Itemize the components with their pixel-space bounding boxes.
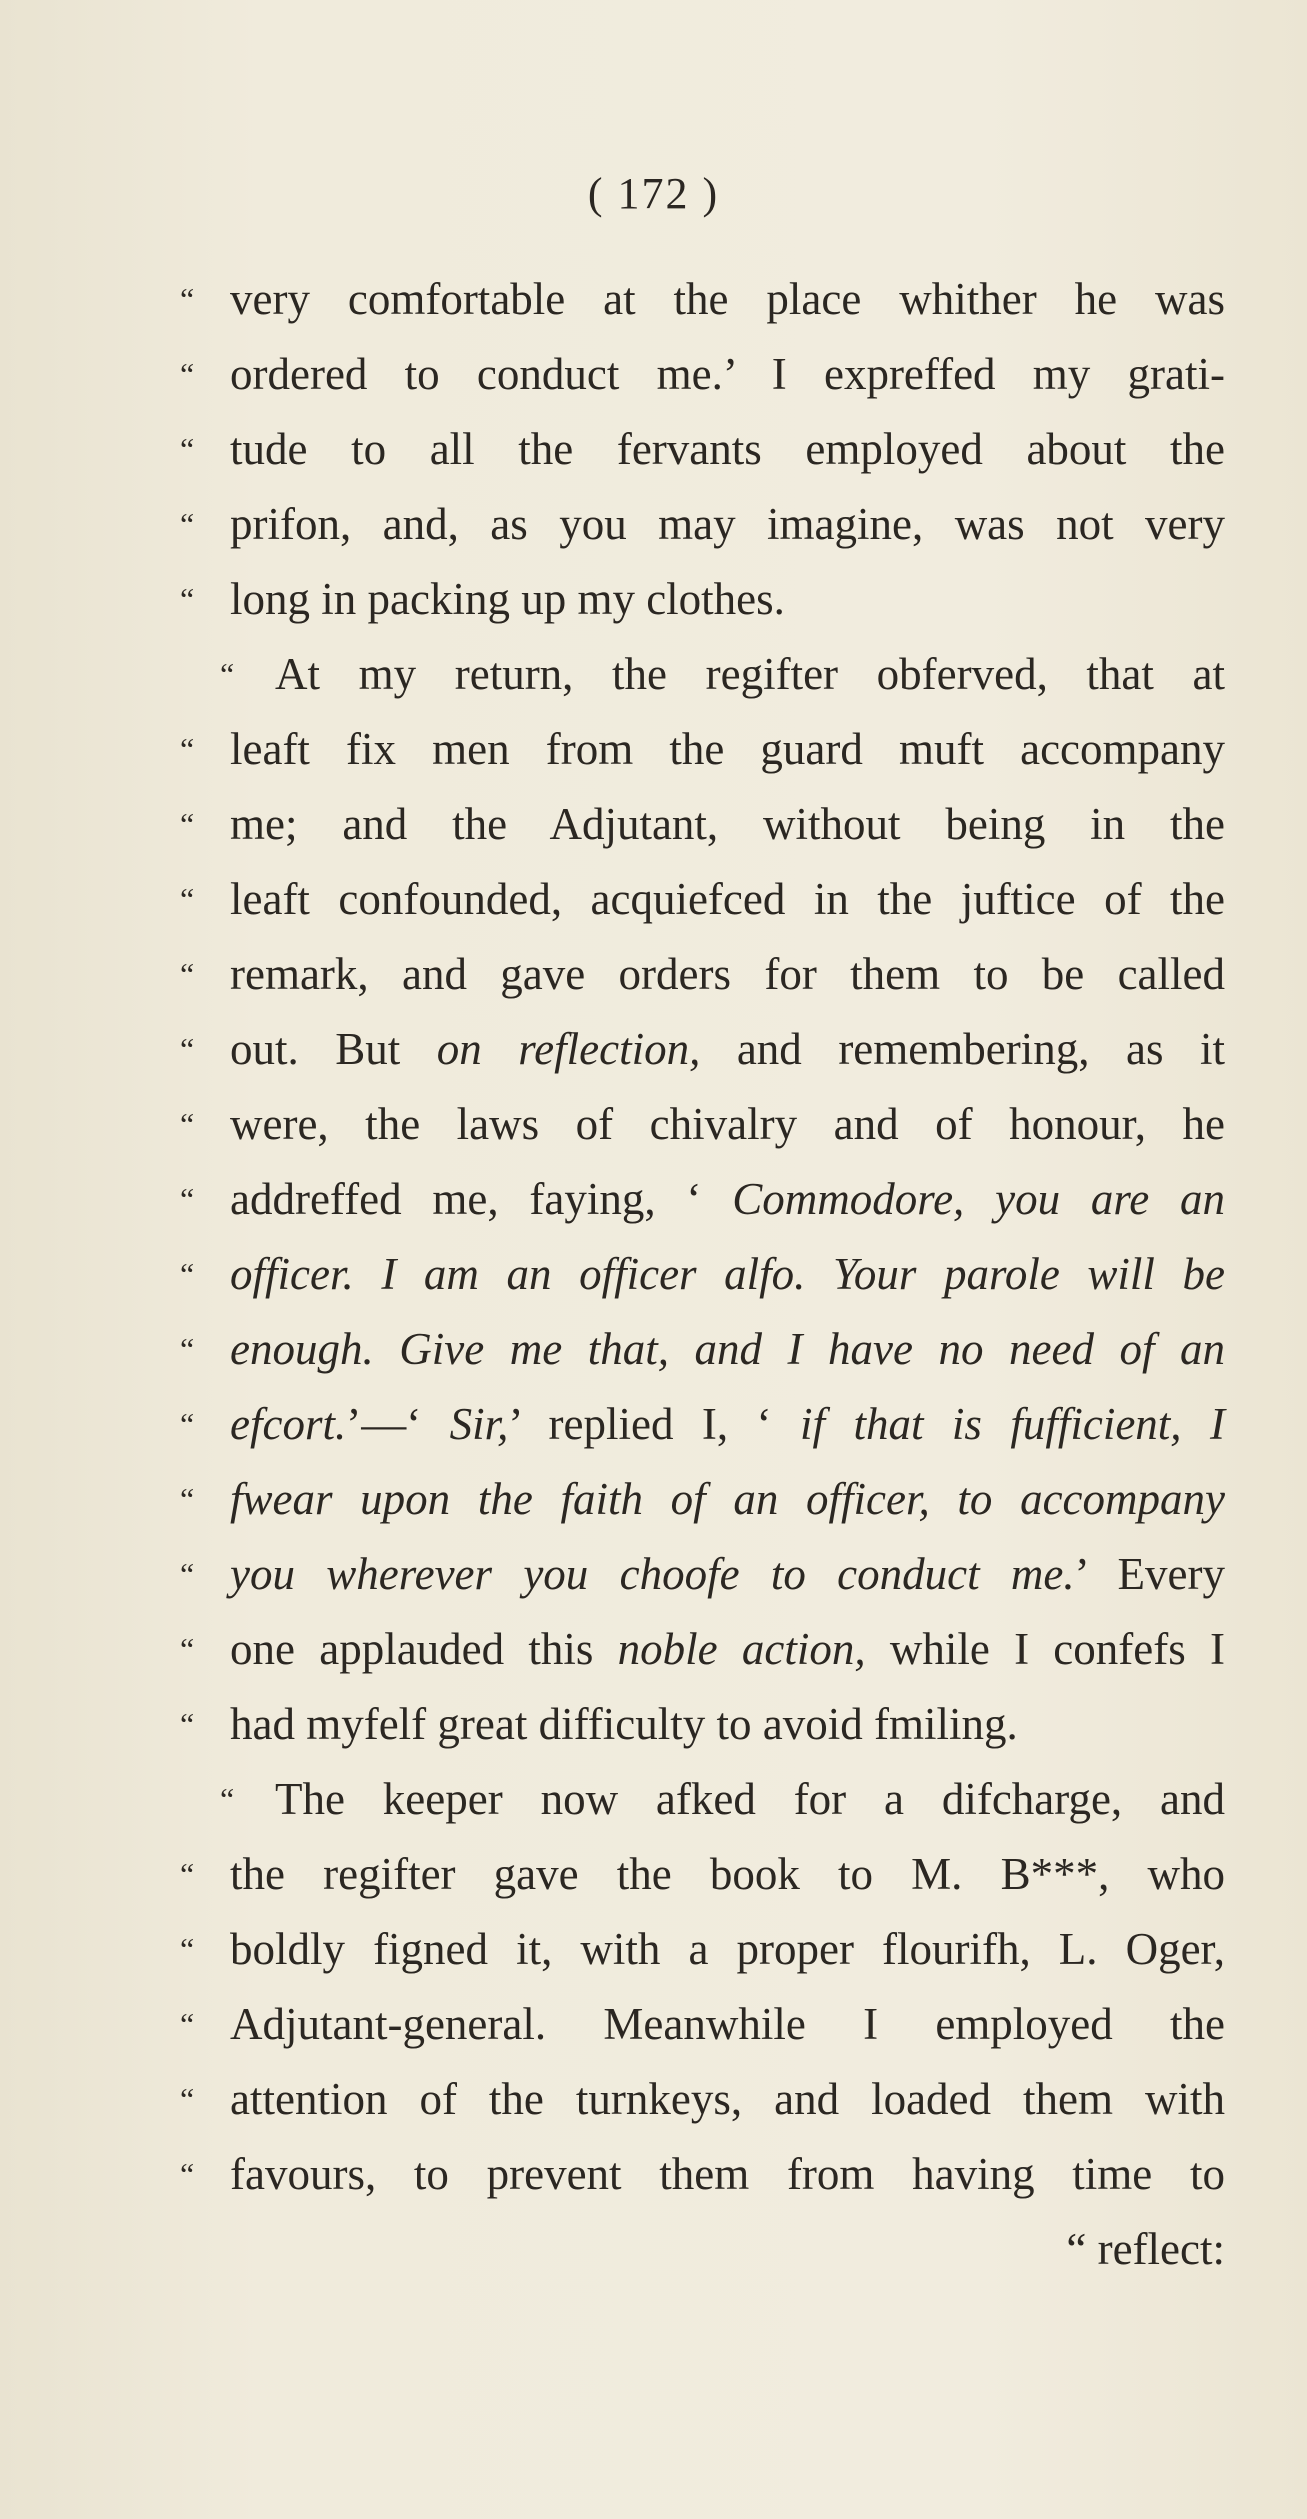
- quote-mark: “: [180, 1631, 195, 1667]
- text-segment: remark, and gave orders for them to be called: [230, 949, 1225, 999]
- italic-text: Sir,: [449, 1399, 509, 1449]
- quote-mark: “: [180, 1406, 195, 1442]
- text-segment: ’ replied I, ‘: [508, 1399, 800, 1449]
- italic-text: enough. Give me that, and I have no need of an: [230, 1324, 1225, 1374]
- italic-text: on reflection,: [436, 1024, 701, 1074]
- text-line: [180, 1462, 1225, 1537]
- text-line: [180, 1987, 1225, 2062]
- quote-mark: “: [220, 656, 235, 692]
- text-line: [180, 1162, 1225, 1237]
- quote-mark: “: [180, 731, 195, 767]
- line-text: [230, 487, 1225, 562]
- text-line: [180, 2062, 1225, 2137]
- text-line: [180, 712, 1225, 787]
- line-text: [230, 2137, 1225, 2212]
- body-text: [180, 262, 1225, 2287]
- italic-text: if that is fufficient, I: [800, 1399, 1225, 1449]
- text-line: [180, 937, 1225, 1012]
- quote-mark: “: [180, 881, 195, 917]
- line-text: [230, 2062, 1225, 2137]
- text-segment: ordered to conduct me.’ I expreffed my grati-: [230, 349, 1225, 399]
- italic-text: Commodore, you are an: [732, 1174, 1225, 1224]
- line-text: [230, 1387, 1225, 1462]
- catchword-line: [180, 2212, 1225, 2287]
- line-text: [230, 1912, 1225, 1987]
- text-line: [180, 1087, 1225, 1162]
- text-line: [180, 1762, 1225, 1837]
- line-text: [230, 1162, 1225, 1237]
- line-text: [230, 1687, 1225, 1762]
- line-text: [230, 862, 1225, 937]
- line-text: [230, 1537, 1225, 1612]
- text-line: [180, 337, 1225, 412]
- text-line: [180, 1612, 1225, 1687]
- quote-mark: “: [180, 356, 195, 392]
- text-segment: ’ Every: [1074, 1549, 1225, 1599]
- line-text: [230, 562, 1225, 637]
- line-text: [230, 1312, 1225, 1387]
- italic-text: officer. I am an officer alfo. Your parole will be: [230, 1249, 1225, 1299]
- text-segment: tude to all the fervants employed about the: [230, 424, 1225, 474]
- text-segment: At my return, the regifter obferved, that at: [275, 649, 1225, 699]
- quote-mark: “: [180, 1331, 195, 1367]
- text-segment: me; and the Adjutant, without being in the: [230, 799, 1225, 849]
- italic-text: fwear upon the faith of an officer, to accompany: [230, 1474, 1225, 1524]
- text-segment: and remembering, as it: [700, 1024, 1225, 1074]
- text-line: [180, 487, 1225, 562]
- text-segment: addreffed me, faying, ‘: [230, 1174, 733, 1224]
- text-segment: were, the laws of chivalry and of honour, he: [230, 1099, 1225, 1149]
- line-text: [275, 637, 1225, 712]
- quote-mark: “: [180, 1931, 195, 1967]
- text-line: [180, 787, 1225, 862]
- quote-mark: “: [180, 506, 195, 542]
- line-text: [230, 787, 1225, 862]
- italic-text: noble action,: [617, 1624, 866, 1674]
- quote-mark: “: [180, 1106, 195, 1142]
- line-text: [230, 712, 1225, 787]
- text-line: [180, 1387, 1225, 1462]
- text-line: [180, 1237, 1225, 1312]
- line-text: [230, 337, 1225, 412]
- text-line: [180, 1537, 1225, 1612]
- quote-mark: “: [180, 956, 195, 992]
- quote-mark: “: [180, 1031, 195, 1067]
- quote-mark: “: [180, 806, 195, 842]
- line-text: [230, 1237, 1225, 1312]
- line-text: [230, 1012, 1225, 1087]
- quote-mark: “: [220, 1781, 235, 1817]
- text-segment: Adjutant-general. Meanwhile I employed the: [230, 1999, 1225, 2049]
- italic-text: efcort.: [230, 1399, 347, 1449]
- catchword: “ reflect:: [1066, 2224, 1225, 2274]
- text-segment: had myfelf great difficulty to avoid fmiling.: [230, 1699, 1018, 1749]
- text-line: [180, 1012, 1225, 1087]
- text-segment: long in packing up my clothes.: [230, 574, 785, 624]
- text-line: [180, 1687, 1225, 1762]
- text-line: [180, 412, 1225, 487]
- text-segment: out. But: [230, 1024, 437, 1074]
- text-line: [180, 562, 1225, 637]
- text-segment: the regifter gave the book to M. B***, who: [230, 1849, 1225, 1899]
- text-segment: leaft fix men from the guard muft accompany: [230, 724, 1225, 774]
- quote-mark: “: [180, 2156, 195, 2192]
- text-segment: boldly figned it, with a proper flourifh, L. Oger,: [230, 1924, 1225, 1974]
- italic-text: you wherever you choofe to conduct me.: [230, 1549, 1075, 1599]
- line-text: [230, 1087, 1225, 1162]
- text-line: [180, 2137, 1225, 2212]
- text-line: [180, 1837, 1225, 1912]
- quote-mark: “: [180, 2006, 195, 2042]
- text-segment: attention of the turnkeys, and loaded them with: [230, 2074, 1225, 2124]
- text-line: [180, 637, 1225, 712]
- text-segment: ’—‘: [346, 1399, 450, 1449]
- text-segment: leaft confounded, acquiefced in the juftice of the: [230, 874, 1225, 924]
- line-text: [230, 1837, 1225, 1912]
- line-text: [230, 1987, 1225, 2062]
- page-number: ( 172 ): [587, 169, 720, 218]
- line-text: [275, 1762, 1225, 1837]
- quote-mark: “: [180, 431, 195, 467]
- text-line: [180, 262, 1225, 337]
- line-text: [230, 1462, 1225, 1537]
- quote-mark: “: [180, 1256, 195, 1292]
- line-text: [230, 412, 1225, 487]
- quote-mark: “: [180, 581, 195, 617]
- text-line: [180, 1312, 1225, 1387]
- line-text: [230, 1612, 1225, 1687]
- quote-mark: “: [180, 1181, 195, 1217]
- text-line: [180, 1912, 1225, 1987]
- text-line: [180, 862, 1225, 937]
- line-text: [230, 262, 1225, 337]
- text-segment: favours, to prevent them from having time to: [230, 2149, 1225, 2199]
- text-segment: The keeper now afked for a difcharge, and: [275, 1774, 1225, 1824]
- text-segment: one applauded this: [230, 1624, 618, 1674]
- quote-mark: “: [180, 2081, 195, 2117]
- quote-mark: “: [180, 1706, 195, 1742]
- quote-mark: “: [180, 1856, 195, 1892]
- text-segment: while I confefs I: [865, 1624, 1225, 1674]
- quote-mark: “: [180, 1481, 195, 1517]
- quote-mark: “: [180, 1556, 195, 1592]
- text-segment: very comfortable at the place whither he was: [230, 274, 1225, 324]
- quote-mark: “: [180, 281, 195, 317]
- line-text: [230, 937, 1225, 1012]
- text-segment: prifon, and, as you may imagine, was not very: [230, 499, 1225, 549]
